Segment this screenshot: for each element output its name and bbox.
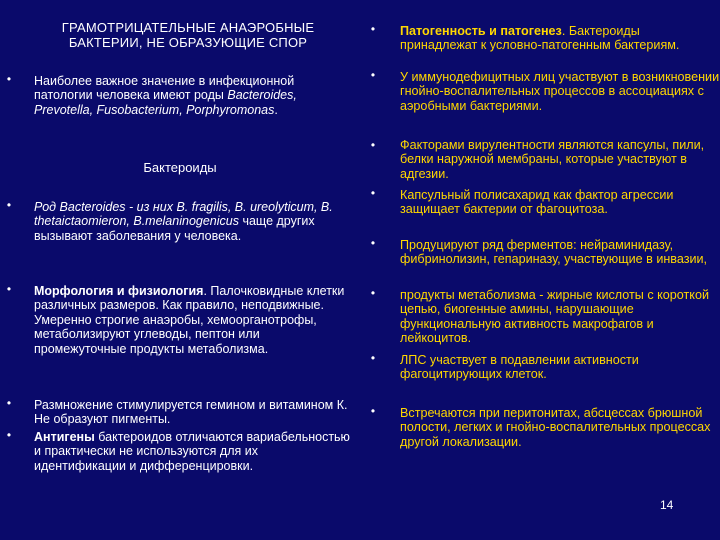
list-item: Продуцируют ряд ферментов: нейраминидазу, фибринолизин, гепариназу, участвующие в инвазии,: [400, 238, 708, 267]
list-item: Капсульный полисахарид как фактор агрессии защищает бактерии от фагоцитоза.: [400, 188, 674, 217]
morphology-paragraph: Морфология и физиология. Палочковидные клетки различных размеров. Как правило, неподвижные. Умеренно строгие анаэробы, хемоорганотрофы, метаболизируют углеводы, пептон или промежуточные продукты метаболизма.: [34, 284, 345, 356]
list-item: У иммунодефицитных лиц участвуют в возникновении гнойно-воспалительных процессов в ассоциациях с аэробными бактериями.: [400, 70, 720, 113]
section-subheading: Бактероиды: [143, 160, 217, 175]
title-line-2: БАКТЕРИИ, НЕ ОБРАЗУЮЩИЕ СПОР: [68, 35, 308, 50]
bullet-item-4: •: [370, 286, 376, 300]
bullet-species: •: [6, 198, 12, 212]
genera-list: Bacteroides, Prevotella, Fusobacterium, Porphyromonas: [34, 88, 297, 117]
list-item: Встречаются при перитонитах, абсцессах брюшной полости, легких и гнойно-воспалительных процессах другой локализации.: [400, 406, 711, 449]
list-item: ЛПС участвует в подавлении активности фагоцитирующих клеток.: [400, 353, 639, 382]
bullet-intro: •: [6, 72, 12, 86]
bullet-item-1: •: [370, 138, 376, 152]
bullet-item-6: •: [370, 404, 376, 418]
bullet-item-5: •: [370, 351, 376, 365]
slide-title: [28, 20, 348, 50]
species-paragraph: Род Bacteroides - из них B. fragilis, B. ureolyticum, B. thetaictaomieron, B.melaninogenicus чаще других вызывают заболевания у человека.: [34, 200, 333, 243]
bullet-morphology: •: [6, 282, 12, 296]
list-item: Факторами вирулентности являются капсулы, пили, белки наружной мембраны, которые участвуют в адгезии.: [400, 138, 705, 181]
bullet-pathogenicity: •: [370, 22, 376, 36]
bullet-antigens: •: [6, 428, 12, 442]
bullet-growth: •: [6, 396, 12, 410]
list-item: продукты метаболизма - жирные кислоты с короткой цепью, биогенные амины, нарушающие функциональную активность макрофагов и лейкоцитов.: [400, 288, 709, 345]
antigens-paragraph: Антигены бактероидов отличаются вариабельностью и практически не используются для их идентификации и дифференцировки.: [34, 430, 350, 473]
bullet-item-3: •: [370, 236, 376, 250]
bullet-item-2: •: [370, 186, 376, 200]
growth-paragraph: Размножение стимулируется гемином и витамином К. Не образуют пигменты.: [34, 398, 348, 427]
title-line-1: ГРАМОТРИЦАТЕЛЬНЫЕ АНАЭРОБНЫЕ: [61, 20, 315, 35]
page-number: 14: [660, 498, 674, 512]
intro-paragraph: Наиболее важное значение в инфекционной патологии человека имеют роды Bacteroides, Prevotella, Fusobacterium, Porphyromonas.: [34, 74, 297, 117]
bullet-item-0: •: [370, 68, 376, 82]
pathogenicity-paragraph: Патогенность и патогенез. Бактероиды принадлежат к условно-патогенным бактериям.: [400, 24, 680, 53]
